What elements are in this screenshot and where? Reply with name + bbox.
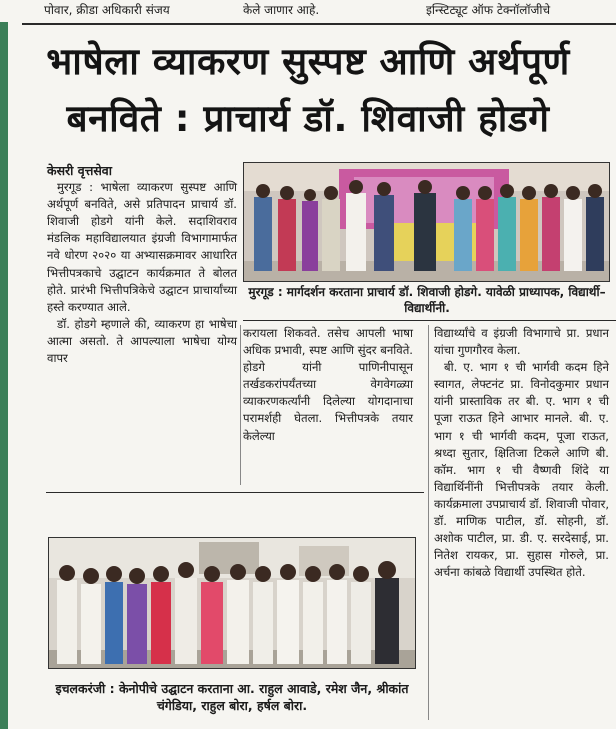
col1-paragraph-1: मुरगूड : भाषेला व्याकरण सुस्पष्ट आणि अर्थपूर्ण बनविते, असे प्रतिपादन प्राचार्य डॉ. शिवाजी होडगे यांनी केले. सदाशिवराव मंडलिक महाविद्यालयात इंग्रजी विभागामार्फत नवे धोरण २०२० या अभ्यासक्रमावर आधारित भित्तीपत्रकाचे उद्घाटन कार्यक्रमात ते बोलत होते. प्रारंभी भित्तीपत्रिकेचे उद्घाटन प्राचार्यांच्या हस्ते करण्यात आले.	[47, 180, 237, 314]
group-photo-2	[49, 538, 415, 668]
col3-paragraph-1: विद्यार्थ्यांचे व इंग्रजी विभागाचे प्रा. प्रधान यांचा गुणगौरव केला.	[434, 326, 609, 358]
col2-paragraph: करायला शिकवते. तसेच आपली भाषा अधिक प्रभावी, स्पष्ट आणि सुंदर बनविते. होडगे यांनी पाणिनीपासून तर्खडकरांपर्यंतच्या वेगवेगळ्या व्याकरणकर्त्यांनी दिलेल्या योगदानाचा परामर्शही घेतला. भित्तीपत्रके तयार केलेल्या	[243, 326, 413, 443]
section-divider	[46, 492, 424, 493]
article-column-2	[243, 325, 413, 445]
col3-paragraph-2: बी. ए. भाग १ ची भार्गवी कदम हिने स्वागत, लेफ्टनंट प्रा. विनोदकुमार प्रधान यांनी प्रास्ताविक तर बी. ए. भाग १ ची पूजा राऊत हिने आभार मानले. बी. ए. भाग १ ची भार्गवी कदम, पूजा राऊत, श्रध्दा सुतार, क्षितिजा टिकले आणि बी. कॉम. भाग १ ची वैष्णवी शिंदे या विद्यार्थिनींनी भित्तीपत्रके तयार केली. कार्यक्रमाला उपप्राचार्य डॉ. शिवाजी पोवार, डॉ. माणिक पाटील, डॉ. सोहनी, डॉ. अशोक पाटील, प्रा. डी. ए. सरदेसाई, प्रा. नितेश रायकर, प्रा. सुहास गोरुले, प्रा. अर्चना कांबळे विद्यार्थी उपस्थित होते.	[434, 360, 609, 580]
article-column-3	[434, 325, 609, 581]
photo1-caption: मुरगूड : मार्गदर्शन करताना प्राचार्य डॉ. शिवाजी होडगे. यावेळी प्राध्यापक, विद्यार्थी–विद्यार्थीनी.	[248, 285, 606, 315]
photo-murgud-event	[243, 162, 610, 282]
top-divider	[22, 23, 616, 25]
column-divider-2	[428, 325, 429, 720]
strip-text-left: पोवार, क्रीडा अधिकारी संजय	[44, 3, 170, 17]
previous-article-strip	[0, 0, 616, 22]
group-photo-1	[244, 163, 609, 281]
photo2-caption: इचलकरंजी : केनोपीचे उद्घाटन करताना आ. राहुल आवाडे, रमेश जैन, श्रीकांत चंगेडिया, राहुल बोरा, हर्षल बोरा.	[55, 681, 409, 713]
photo-ichalkaranji-event	[48, 537, 416, 669]
caption-divider	[243, 320, 616, 321]
strip-text-middle: केले जाणार आहे.	[243, 3, 320, 17]
headline-line-2: बनविते : प्राचार्य डॉ. शिवाजी होडगे	[66, 97, 550, 140]
column-divider-1	[240, 325, 241, 485]
article-column-1	[47, 162, 237, 367]
strip-text-right: इन्स्टिट्यूट ऑफ टेक्नॉलॉजीचे	[426, 3, 551, 17]
headline-line-1: भाषेला व्याकरण सुस्पष्ट आणि अर्थपूर्ण	[46, 40, 570, 83]
col1-paragraph-2: डॉ. होडगे म्हणाले की, व्याकरण हा भाषेचा आत्मा असतो. ते आपल्याला भाषेचा योग्य वापर	[47, 316, 237, 366]
byline: केसरी वृत्तसेवा	[47, 163, 112, 178]
